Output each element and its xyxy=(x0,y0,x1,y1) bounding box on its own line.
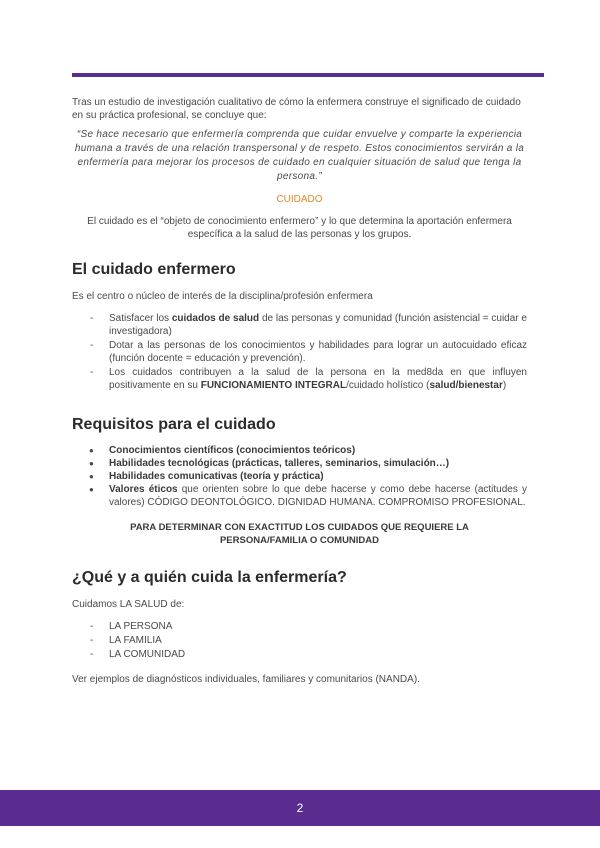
list-item: - LA COMUNIDAD xyxy=(72,648,527,662)
list-item: ● Habilidades comunicativas (teoría y práctica) xyxy=(72,470,527,483)
section-title-cuidado-enfermero: El cuidado enfermero xyxy=(72,261,236,278)
section-title-requisitos: Requisitos para el cuidado xyxy=(72,416,276,433)
intro-paragraph: Tras un estudio de investigación cualitativo de cómo la enfermera construye el significado de cuidado en su práctica profesional, se concluye que: xyxy=(72,97,521,121)
cuidado-definition: El cuidado es el “objeto de conocimiento enfermero” y lo que determina la aportación enfermera específica a la salud de las personas y los grupos. xyxy=(87,216,512,240)
list-item: - LA PERSONA xyxy=(72,620,527,634)
list-item: - LA FAMILIA xyxy=(72,634,527,648)
cuidado-list xyxy=(72,312,527,392)
quote-block: “Se hace necesario que enfermería comprenda que cuidar envuelve y comparte la experiencia humana a través de una relación transpersonal y de respeto. Estos conocimientos servirán a la enfermería para mejorar los procesos de cuidado en cualquier situación de salud que tenga la persona.” xyxy=(74,129,525,182)
top-rule xyxy=(72,73,544,77)
page-content xyxy=(72,96,527,685)
cuidamos-list xyxy=(72,620,527,662)
list-item: ● Valores éticos que orienten sobre lo que debe hacerse y como debe hacerse (actitudes y valores) CÓDIGO DEONTOLÓGICO. DIGNIDAD HUMANA. COMPROMISO PROFESIONAL. xyxy=(72,483,527,509)
callout-text: PARA DETERMINAR CON EXACTITUD LOS CUIDADOS QUE REQUIERE LA PERSONA/FAMILIA O COMUNIDAD xyxy=(130,522,469,546)
list-item: ● Conocimientos científicos (conocimientos teóricos) xyxy=(72,444,527,457)
section-lead: Cuidamos LA SALUD de: xyxy=(72,599,185,610)
list-item: - Satisfacer los cuidados de salud de las personas y comunidad (función asistencial = cuidar e investigadora) xyxy=(72,312,527,338)
list-item: - Los cuidados contribuyen a la salud de la persona en la med8da en que influyen positivamente en su FUNCIONAMIENTO INTEGRAL/cuidado holístico (salud/bienestar) xyxy=(72,366,527,392)
requisitos-list xyxy=(72,444,527,509)
list-item: - Dotar a las personas de los conocimientos y habilidades para lograr un autocuidado eficaz (función docente = educación y prevención). xyxy=(72,339,527,365)
footer-bar xyxy=(0,790,600,826)
footnote: Ver ejemplos de diagnósticos individuales, familiares y comunitarios (NANDA). xyxy=(72,674,420,685)
list-item: ● Habilidades tecnológicas (prácticas, talleres, seminarios, simulación…) xyxy=(72,457,527,470)
section-lead: Es el centro o núcleo de interés de la disciplina/profesión enfermera xyxy=(72,291,373,302)
section-title-que-cuida: ¿Qué y a quién cuida la enfermería? xyxy=(72,569,347,586)
cuidado-heading: CUIDADO xyxy=(276,194,323,205)
page-number: 2 xyxy=(296,801,304,815)
